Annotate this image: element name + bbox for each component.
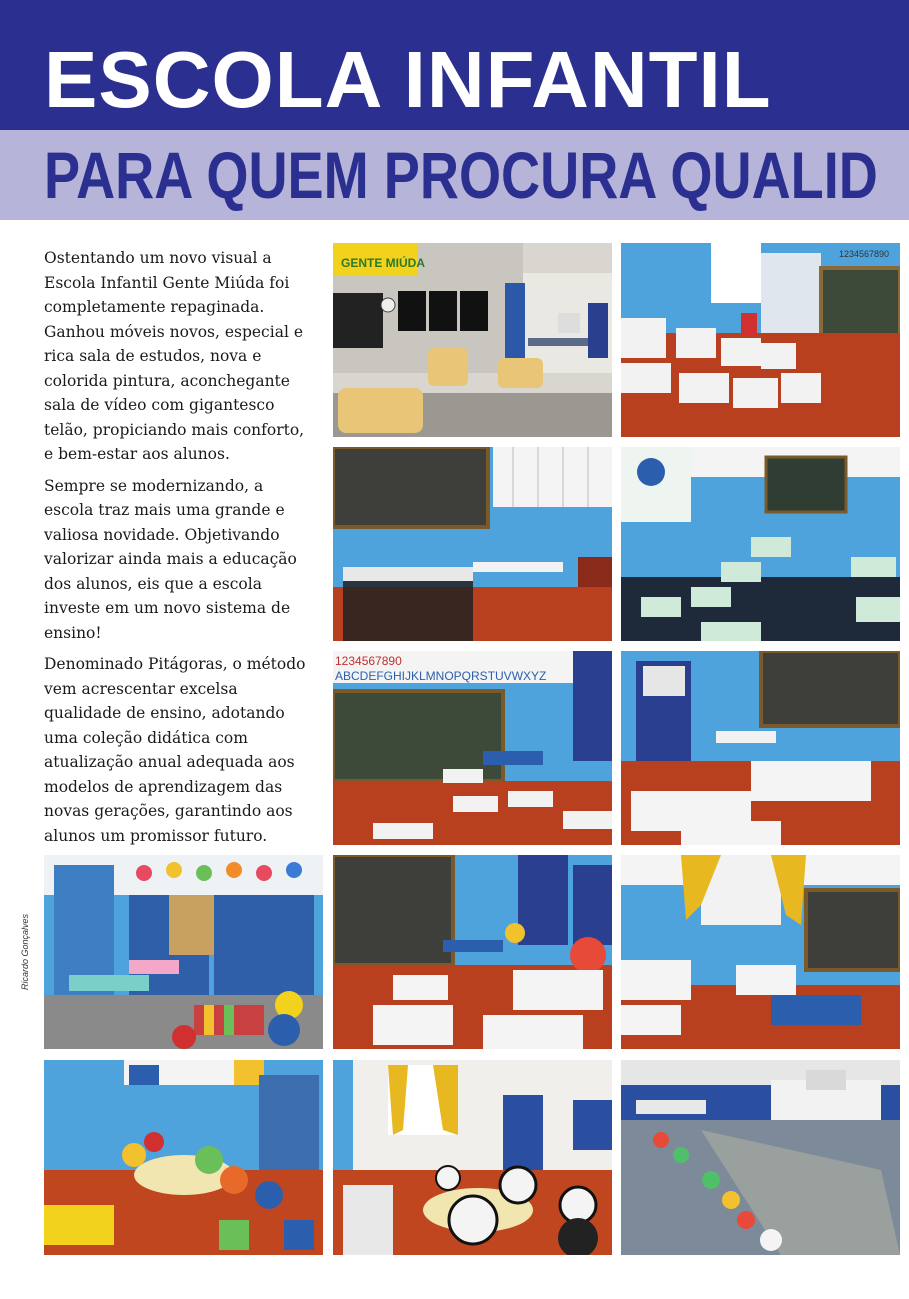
number-strip: 1234567890 — [839, 249, 890, 259]
subheader-banner — [0, 130, 909, 220]
photo-classroom-2 — [333, 447, 612, 641]
article-text — [44, 246, 316, 855]
photo-credit: Ricardo Gonçalves — [20, 913, 30, 990]
article-paragraph: Denominado Pitágoras, o método vem acrescentar excelsa qualidade de ensino, adotando uma coleção didática com atualização anual adequada aos modelos de aprendizagem das novas gerações, garantindo aos alunos um promissor futuro. — [44, 655, 306, 845]
photo-video-room — [333, 1060, 612, 1255]
page-title: ESCOLA INFANTIL — [44, 35, 772, 124]
photo-classroom-3 — [621, 447, 900, 641]
article-paragraph: Ostentando um novo visual a Escola Infantil Gente Miúda foi completamente repaginada. Ganhou móveis novos, especial e rica sala de estudos, nova e colorida pintura, aconchegante sala de vídeo com gigantesco telão, propiciando mais conforto, e bem-estar aos alunos. — [44, 249, 305, 463]
photo-toy-room — [44, 855, 323, 1049]
article-paragraph: Sempre se modernizando, a escola traz mais uma grande e valiosa novidade. Objetivando valorizar ainda mais a educação dos alunos, eis que a escola investe em um novo sistema de ensino! — [44, 476, 297, 642]
photo-classroom-6 — [333, 855, 612, 1049]
photo-classroom-1 — [621, 243, 900, 437]
photo-number-strip: 1234567890 — [335, 654, 402, 668]
photo-classroom-5 — [621, 651, 900, 845]
header-banner — [0, 0, 909, 130]
alphabet-strip: ABCDEFGHIJKLMNOPQRSTUVWXYZ — [335, 669, 547, 683]
photo-dining-room — [621, 1060, 900, 1255]
photo-play-room — [44, 1060, 323, 1255]
photo-classroom-4 — [333, 651, 612, 845]
reception-sign: GENTE MIÚDA — [341, 256, 425, 270]
photo-classroom-7 — [621, 855, 900, 1049]
page-subtitle: PARA QUEM PROCURA QUALID — [44, 138, 878, 212]
photo-reception — [333, 243, 612, 437]
